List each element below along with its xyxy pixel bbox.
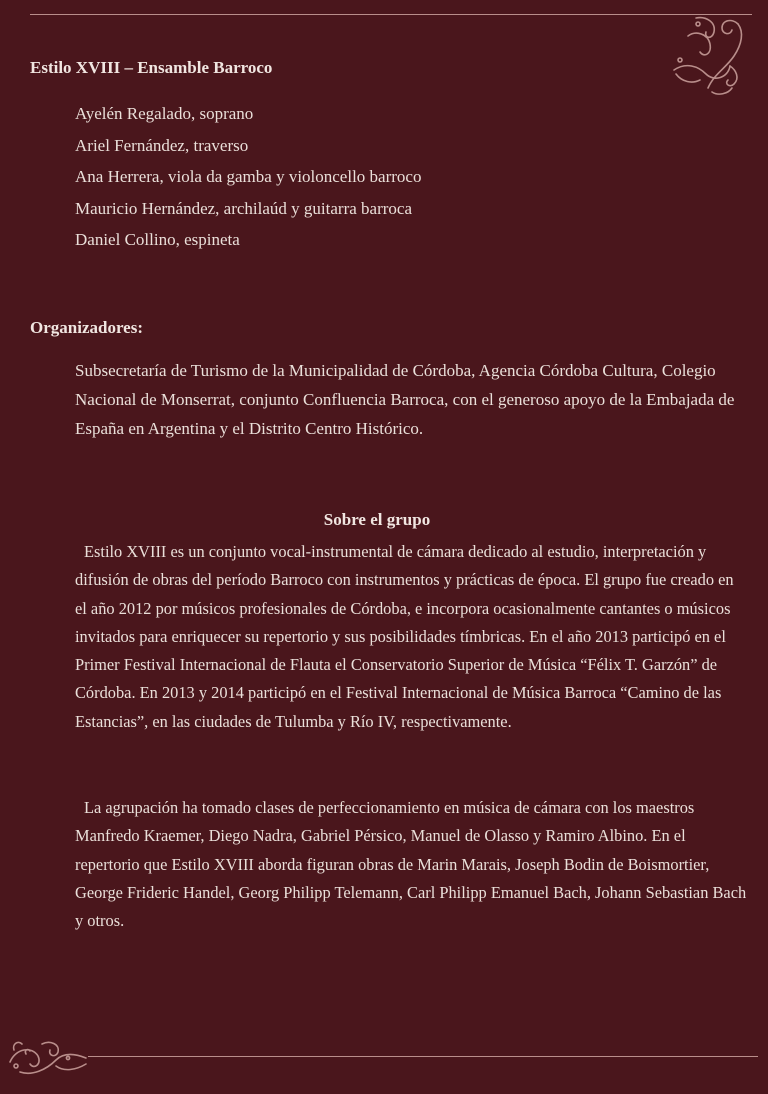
top-divider bbox=[30, 14, 752, 15]
about-paragraph: La agrupación ha tomado clases de perfeccionamiento en música de cámara con los maestros Manfredo Kraemer, Diego Nadra, Gabriel Pérsico, Manuel de Olasso y Ramiro Albino. En el repertorio que Estilo XVIII aborda figuran obras de Marin Marais, Joseph Bodin de Boismortier, George Frideric Handel, Georg Philipp Telemann, Carl Philipp Emanuel Bach, Johann Sebastian Bach y otros. bbox=[75, 798, 747, 931]
member-item: Ana Herrera, viola da gamba y violoncello barroco bbox=[75, 167, 422, 186]
member-item: Daniel Collino, espineta bbox=[75, 230, 240, 249]
member-item: Mauricio Hernández, archilaúd y guitarra barroca bbox=[75, 198, 412, 218]
bottom-divider bbox=[88, 1056, 758, 1057]
baroque-scroll-icon bbox=[6, 1036, 90, 1080]
about-paragraph: Estilo XVIII es un conjunto vocal-instrumental de cámara dedicado al estudio, interpretación y difusión de obras del período Barroco con instrumentos y prácticas de época. El grupo fue creado en el año 2012 por músicos profesionales de Córdoba, e incorpora ocasionalmente cantantes o músicos invitados para enriquecer su repertorio y sus posibilidades tímbricas. En el año 2013 participó en el Primer Festival Internacional de Flauta el Conservatorio Superior de Música “Félix T. Garzón” de Córdoba. En 2013 y 2014 participó en el Festival Internacional de Música Barroca “Camino de las Estancias”, en las ciudades de Tulumba y Río IV, respectivamente. bbox=[75, 542, 734, 731]
member-item: Ayelén Regalado, soprano bbox=[75, 104, 254, 123]
ensemble-title: Estilo XVIII – Ensamble Barroco bbox=[30, 58, 273, 77]
organizers-title: Organizadores: bbox=[30, 318, 144, 337]
baroque-scroll-icon bbox=[668, 12, 750, 98]
member-item: Ariel Fernández, traverso bbox=[75, 135, 249, 155]
organizers-text: Subsecretaría de Turismo de la Municipalidad de Córdoba, Agencia Córdoba Cultura, Colegio Nacional de Monserrat, conjunto Confluencia Barroca, con el generoso apoyo de la Embajada de España en Argentina y el Distrito Centro Histórico. bbox=[75, 361, 735, 438]
about-title: Sobre el grupo bbox=[323, 510, 431, 529]
member-list bbox=[75, 98, 421, 256]
